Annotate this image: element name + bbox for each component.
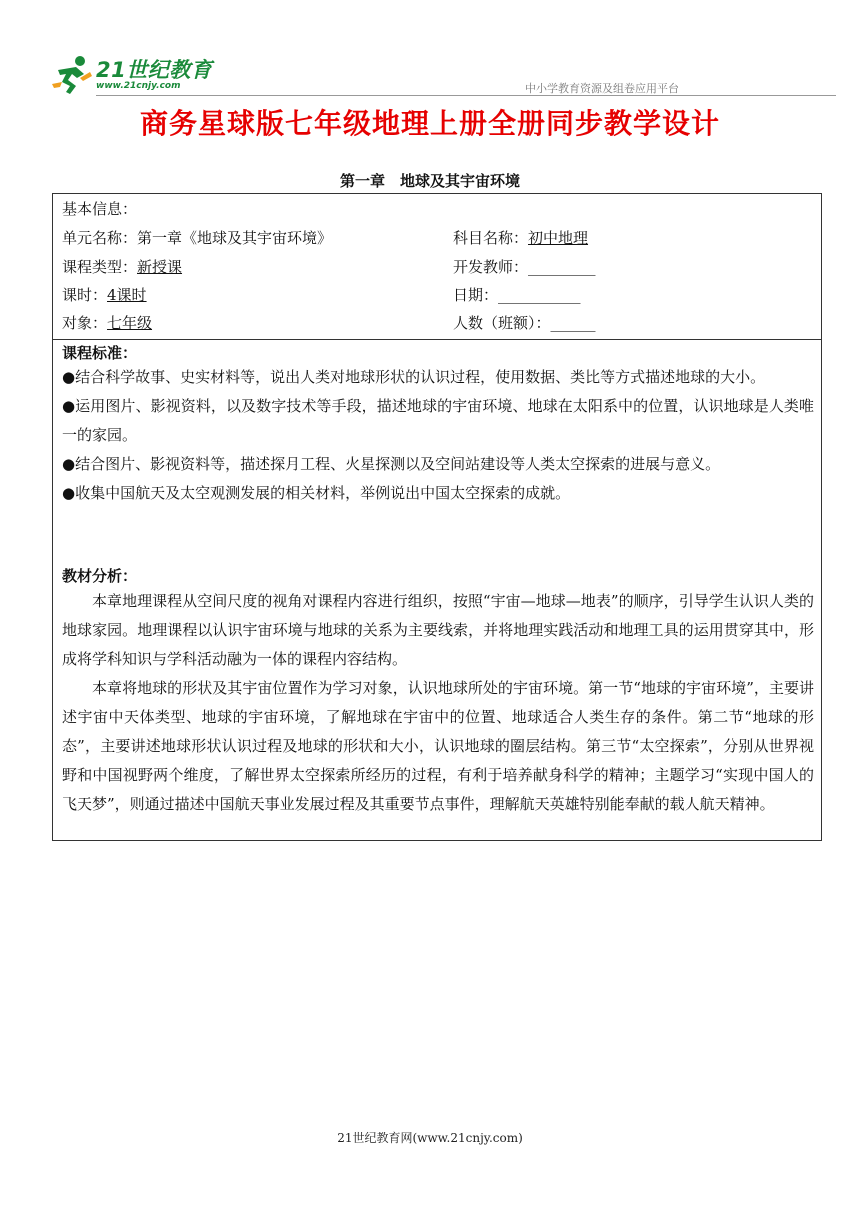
hours-value: 4课时 — [107, 286, 147, 304]
unit-name-value: 第一章《地球及其宇宙环境》 — [137, 229, 333, 247]
logo — [50, 52, 240, 98]
date-value: ___________ — [498, 286, 581, 304]
class-size-row — [453, 312, 596, 333]
page-footer: 21世纪教育网(www.21cnjy.com) — [337, 1131, 523, 1145]
date-label: 日期： — [453, 286, 499, 304]
header-divider — [96, 95, 836, 96]
unit-name-row — [62, 227, 332, 248]
target-label: 对象： — [62, 314, 108, 332]
course-type-row — [62, 256, 182, 277]
course-type-label: 课程类型： — [62, 258, 138, 276]
chapter-title: 第一章 地球及其宇宙环境 — [339, 172, 520, 190]
analysis-paragraph: 本章将地球的形状及其宇宙位置作为学习对象，认识地球所处的宇宙环境。第一节“地球的宇宙环境”，主要讲述宇宙中天体类型、地球的宇宙环境，了解地球在宇宙中的位置、地球适合人类生存的条件。第二节“地球的形态”，主要讲述地球形状认识过程及地球的形状和大小，认识地球的圈层结构。第三节“太空探索”，分别从世界视野和中国视野两个维度，了解世界太空探索所经历的过程，有利于培养献身科学的精神；主题学习“实现中国人的飞天梦”，则通过描述中国航天事业发展过程及其重要节点事件，理解航天英雄特别能奉献的载人航天精神。 — [62, 679, 814, 813]
teacher-row — [453, 256, 596, 277]
page-header — [50, 52, 810, 100]
subject-row — [453, 227, 588, 248]
standard-item: ●收集中国航天及太空观测发展的相关材料，举例说出中国太空探索的成就。 — [62, 484, 571, 502]
subject-label: 科目名称： — [453, 229, 529, 247]
standard-item: ●运用图片、影视资料，以及数字技术等手段，描述地球的宇宙环境、地球在太阳系中的位置，认识地球是人类唯一的家园。 — [62, 397, 814, 444]
logo-url: www.21cnjy.com — [96, 81, 181, 91]
target-value: 七年级 — [107, 314, 153, 332]
platform-tagline: 中小学教育资源及组卷应用平台 — [525, 82, 679, 95]
lesson-info-table — [52, 193, 822, 841]
basic-info-heading: 基本信息： — [62, 200, 138, 218]
runner-logo-icon — [50, 54, 94, 96]
analysis-paragraph: 本章地理课程从空间尺度的视角对课程内容进行组织，按照“宇宙—地球—地表”的顺序，引导学生认识人类的地球家园。地理课程以认识宇宙环境与地球的关系为主要线索，并将地理实践活动和地理工具的运用贯穿其中，形成将学科知识与学科活动融为一体的课程内容结构。 — [62, 592, 814, 668]
teacher-value: _________ — [528, 258, 596, 276]
date-row — [453, 284, 581, 305]
standard-item: ●结合图片、影视资料等，描述探月工程、火星探测以及空间站建设等人类太空探索的进展与意义。 — [62, 455, 721, 473]
standards-list — [62, 363, 814, 508]
analysis-body — [62, 587, 814, 819]
teacher-label: 开发教师： — [453, 258, 529, 276]
subject-value: 初中地理 — [528, 229, 589, 247]
class-size-label: 人数（班额）： — [453, 314, 551, 332]
document-title: 商务星球版七年级地理上册全册同步教学设计 — [139, 107, 720, 140]
logo-text: 21世纪教育 — [96, 58, 213, 82]
analysis-heading: 教材分析： — [62, 567, 138, 585]
standard-item: ●结合科学故事、史实材料等，说出人类对地球形状的认识过程，使用数据、类比等方式描述地球的大小。 — [62, 368, 766, 386]
hours-row — [62, 284, 147, 305]
hours-label: 课时： — [62, 286, 108, 304]
target-row — [62, 312, 152, 333]
class-size-value: ______ — [550, 314, 596, 332]
course-type-value: 新授课 — [137, 258, 183, 276]
table-row-divider — [53, 339, 821, 340]
unit-name-label: 单元名称： — [62, 229, 138, 247]
standards-heading: 课程标准： — [62, 344, 138, 362]
